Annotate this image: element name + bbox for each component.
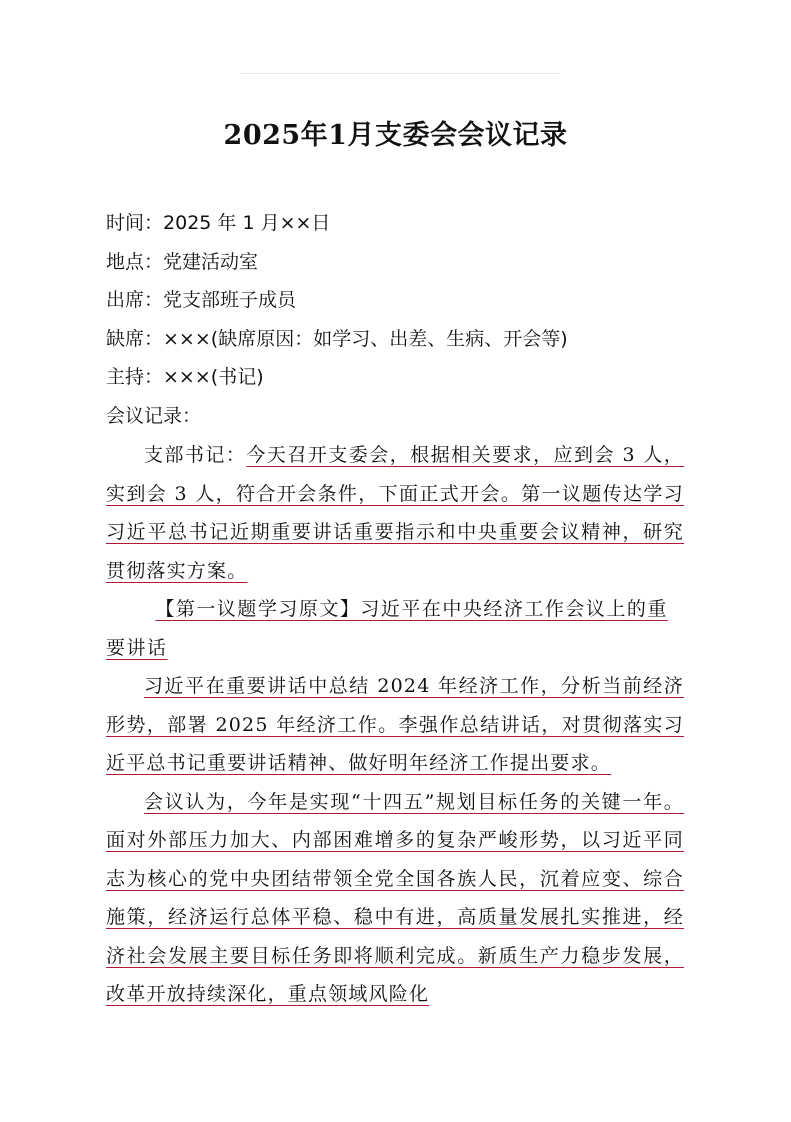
- header-rule: [240, 73, 560, 74]
- meta-value: 党支部班子成员: [163, 289, 297, 311]
- meta-location: [106, 243, 706, 282]
- paragraph-text: 今天召开支委会，根据相关要求，应到会 3 人， 实到会 3 人，符合开会条件，下面正式开会。第一议题传达学习习近平总书记近期重要讲话重要指示和中央重要会议精神，研究贯彻落实方案。: [106, 444, 684, 582]
- meta-label: 地点：: [106, 250, 164, 273]
- meta-value: ×××(书记): [163, 366, 264, 388]
- minutes-body: [106, 436, 684, 1014]
- paragraph-assessment: [106, 783, 684, 1014]
- paragraph-text: 习近平在重要讲话中总结 2024 年经济工作，分析当前经济形势，部署 2025 年经济工作。李强作总结讲话，对贯彻落实习近平总书记重要讲话精神、做好明年经济工作提出要求。: [106, 675, 684, 774]
- meta-host: [106, 358, 706, 397]
- meta-attendees: [106, 281, 706, 320]
- paragraph-summary: [106, 667, 684, 783]
- speaker-label: 支部书记：: [144, 444, 247, 466]
- meta-absent: [106, 320, 706, 359]
- document-title: 2025年1月支委会会议记录: [223, 120, 568, 151]
- meta-record: [106, 397, 706, 436]
- meta-label: 出席：: [106, 289, 164, 311]
- agenda-heading: [106, 590, 684, 667]
- meta-time: [106, 204, 706, 243]
- paragraph-opening: [106, 436, 684, 590]
- meta-value: ×××(缺席原因：如学习、出差、生病、开会等): [163, 327, 568, 350]
- paragraph-text: 会议认为，今年是实现“十四五”规划目标任务的关键一年。面对外部压力加大、内部困难增多的复杂严峻形势，以习近平同志为核心的党中央团结带领全党全国各族人民，沉着应变、综合施策，经济运行总体平稳、稳中有进，高质量发展扎实推进，经济社会发展主要目标任务即将顺利完成。新质生产力稳步发展，改革开放持续深化，重点领域风险化: [106, 790, 684, 1005]
- meta-label: 时间：: [106, 212, 164, 234]
- meta-value: 党建活动室: [163, 250, 259, 273]
- meta-value: 2025 年 1 月××日: [163, 212, 331, 234]
- meeting-meta: [106, 204, 706, 435]
- meta-label: 缺席：: [106, 327, 164, 350]
- meta-label: 主持：: [106, 366, 164, 388]
- heading-text: 【第一议题学习原文】习近平在中央经济工作会议上的重要讲话: [106, 598, 668, 659]
- meta-label: 会议记录：: [106, 404, 202, 427]
